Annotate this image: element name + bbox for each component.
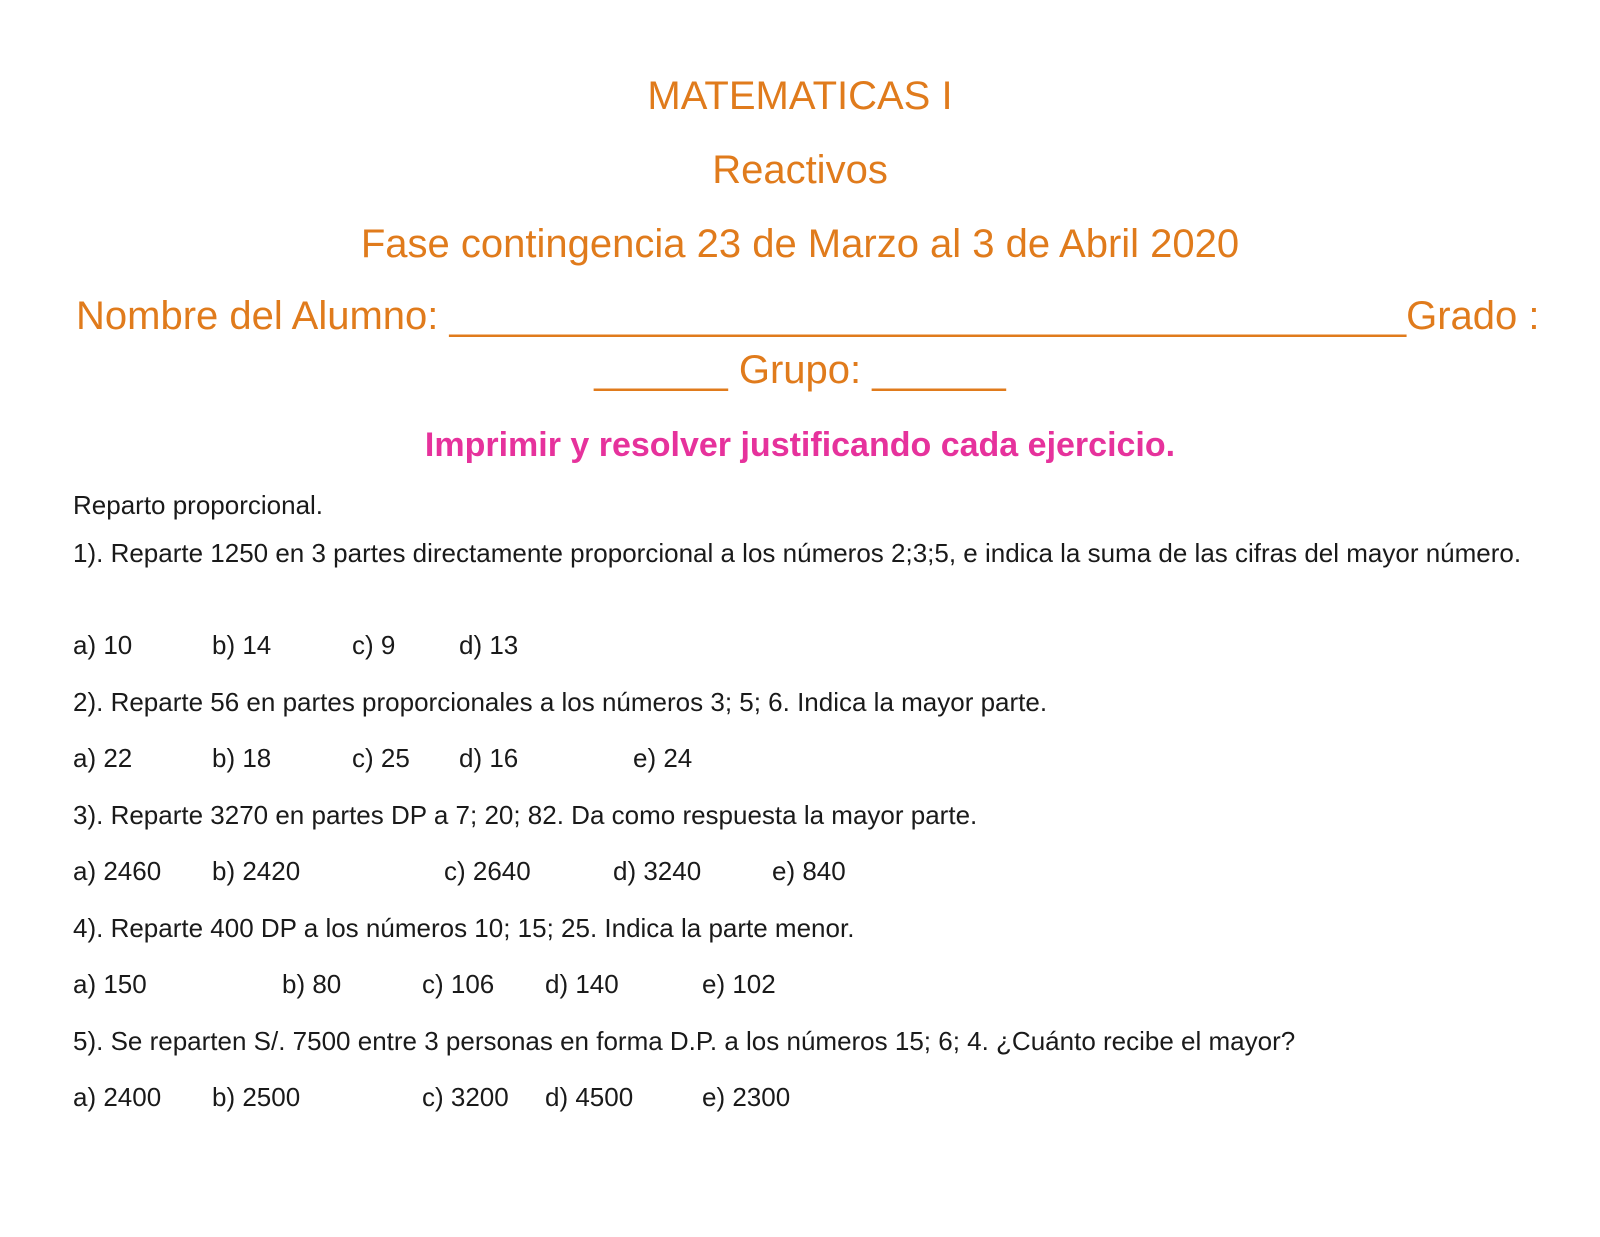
grade-group-line: ______ Grupo: ______: [594, 348, 1006, 392]
option-a: a) 10: [73, 630, 133, 660]
question-1: 1). Reparte 1250 en 3 partes directamente proporcional a los números 2;3;5, e indica la suma de las cifras del mayor número.: [73, 538, 1522, 568]
student-name-line: [76, 292, 1540, 340]
question-3: 3). Reparte 3270 en partes DP a 7; 20; 82. Da como respuesta la mayor parte.: [73, 800, 978, 830]
option-b: b) 80: [282, 969, 342, 999]
option-b: b) 2500: [212, 1082, 301, 1112]
question-5: 5). Se reparten S/. 7500 entre 3 personas en forma D.P. a los números 15; 6; 4. ¿Cuánto recibe el mayor?: [73, 1026, 1296, 1056]
student-name-label: Nombre del Alumno: ___________________________________________: [76, 294, 1407, 338]
phase-dates: Fase contingencia 23 de Marzo al 3 de Abril 2020: [360, 222, 1240, 266]
question-1-options: [73, 627, 1529, 663]
question-2: 2). Reparte 56 en partes proporcionales a los números 3; 5; 6. Indica la mayor parte.: [73, 687, 1048, 717]
question-2-options: [73, 740, 1529, 776]
page-subtitle: Reactivos: [712, 148, 888, 192]
option-d: d) 3240: [613, 856, 702, 886]
page-title: MATEMATICAS I: [647, 74, 953, 118]
question-4: 4). Reparte 400 DP a los números 10; 15; 25. Indica la parte menor.: [73, 913, 855, 943]
option-c: c) 2640: [444, 856, 531, 886]
option-b: b) 2420: [212, 856, 301, 886]
option-c: c) 3200: [422, 1082, 509, 1112]
option-a: a) 150: [73, 969, 147, 999]
option-e: e) 24: [633, 743, 693, 773]
option-e: e) 102: [702, 969, 776, 999]
option-a: a) 2400: [73, 1082, 162, 1112]
option-c: c) 9: [352, 630, 396, 660]
option-e: e) 2300: [702, 1082, 791, 1112]
grade-label: Grado :: [1406, 294, 1540, 338]
option-b: b) 18: [212, 743, 272, 773]
option-c: c) 106: [422, 969, 495, 999]
option-e: e) 840: [772, 856, 846, 886]
question-5-options: [73, 1079, 1529, 1115]
section-title: Reparto proporcional.: [73, 490, 324, 520]
instruction-text: Imprimir y resolver justificando cada ejercicio.: [424, 426, 1176, 464]
option-d: d) 13: [459, 630, 519, 660]
question-3-options: [73, 853, 1529, 889]
option-a: a) 22: [73, 743, 133, 773]
option-d: d) 4500: [545, 1082, 634, 1112]
option-a: a) 2460: [73, 856, 162, 886]
option-c: c) 25: [352, 743, 410, 773]
question-4-options: [73, 966, 1529, 1002]
option-b: b) 14: [212, 630, 272, 660]
option-d: d) 140: [545, 969, 619, 999]
option-d: d) 16: [459, 743, 519, 773]
